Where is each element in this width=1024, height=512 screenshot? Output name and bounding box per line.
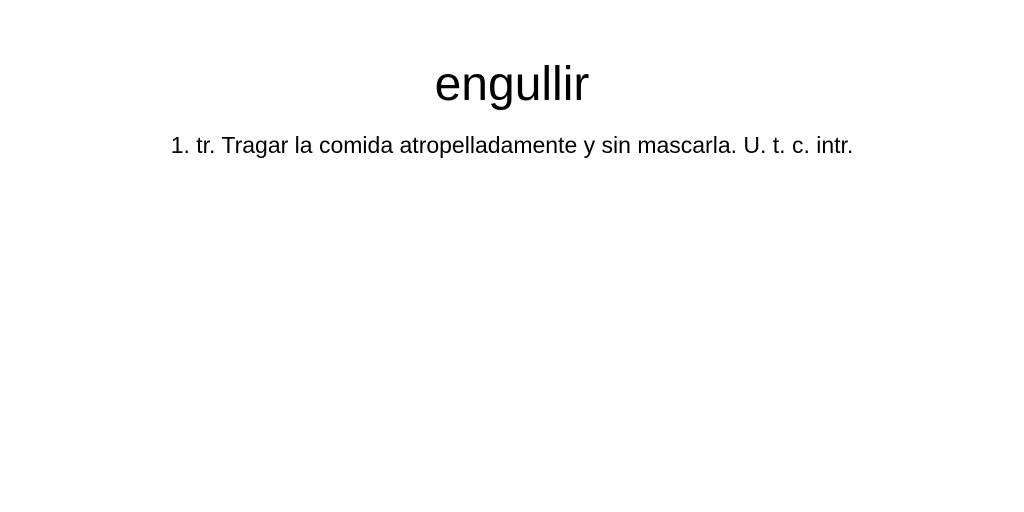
entry-definition: 1. tr. Tragar la comida atropelladamente y sin mascarla. U. t. c. intr. xyxy=(170,132,854,158)
entry-headword: engullir xyxy=(434,58,590,111)
